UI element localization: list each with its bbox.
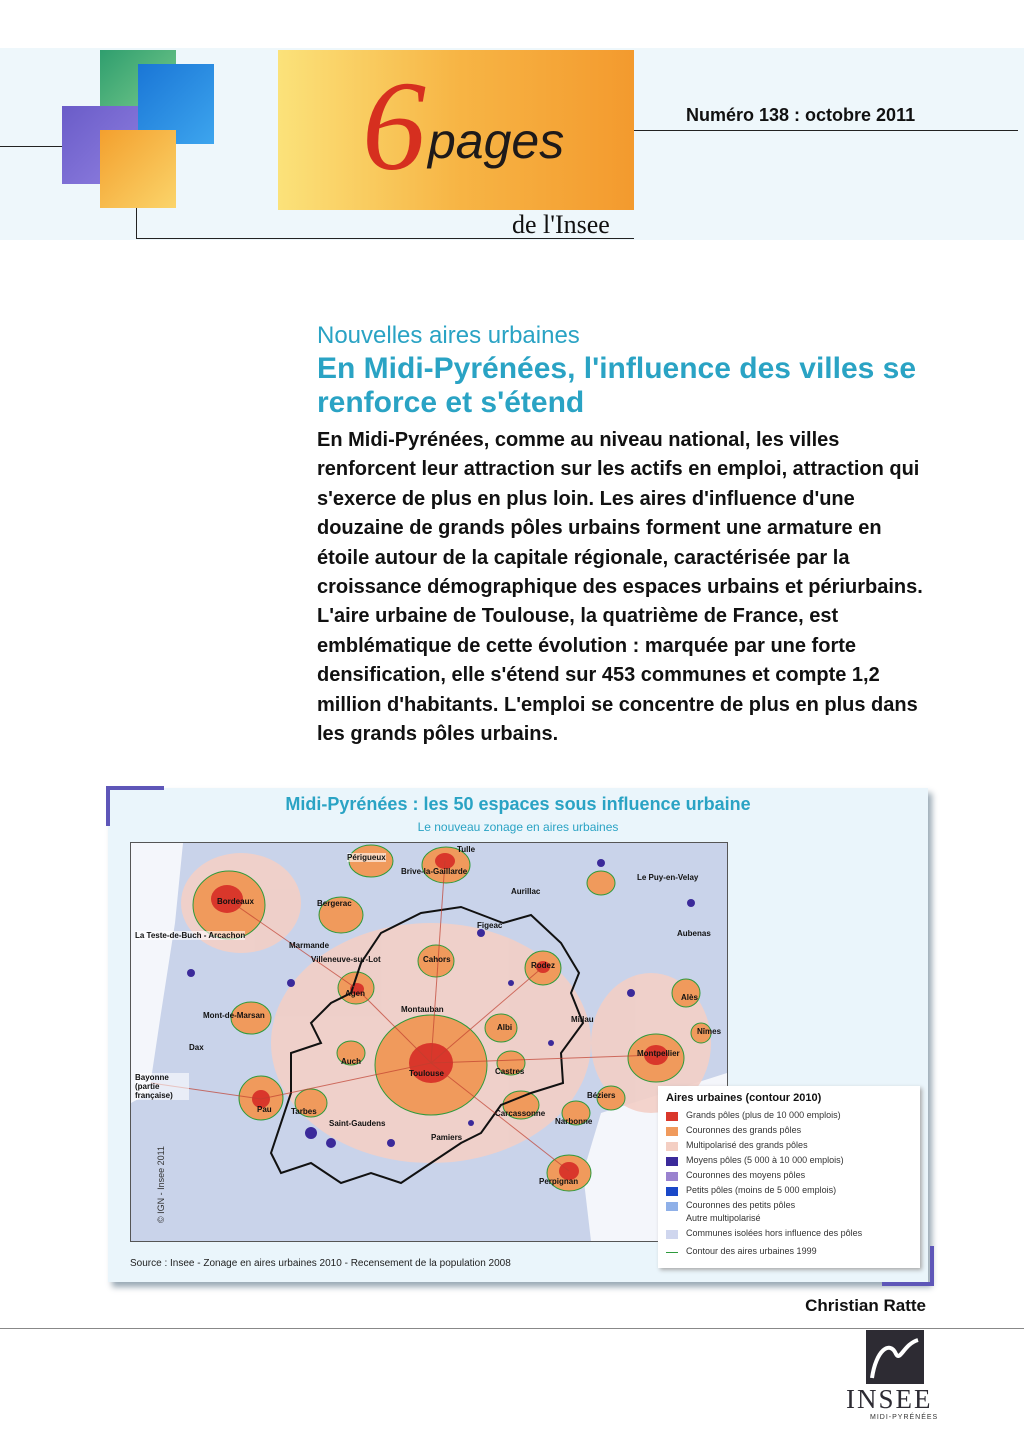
legend-label: Multipolarisé des grands pôles [686, 1140, 808, 1150]
city-label: Toulouse [409, 1069, 444, 1078]
insee-logo-icon [866, 1330, 924, 1384]
header-rule-right [634, 130, 1018, 131]
insee-logo-text: INSEE [846, 1384, 933, 1414]
figure-title: Midi-Pyrénées : les 50 espaces sous influence urbaine [285, 794, 751, 814]
map-figure [108, 788, 928, 1282]
city-label: Tarbes [291, 1107, 317, 1116]
city-label: Pau [257, 1105, 272, 1114]
city-label: Montauban [401, 1005, 444, 1014]
legend-label: Contour des aires urbaines 1999 [686, 1246, 817, 1256]
city-label: Aurillac [511, 887, 541, 896]
city-label: Albi [497, 1023, 513, 1032]
city-label: Auch [341, 1057, 361, 1066]
legend-swatch [666, 1187, 678, 1196]
city-label: Millau [571, 1015, 594, 1024]
legend-swatch [666, 1142, 678, 1151]
city-label: Aubenas [677, 929, 711, 938]
figure-subtitle: Le nouveau zonage en aires urbaines [417, 820, 619, 834]
city-label: Périgueux [347, 853, 386, 862]
figure-corner-mark [930, 1246, 934, 1286]
city-label: Pamiers [431, 1133, 463, 1142]
city-label: Perpignan [539, 1177, 579, 1186]
article-lead: En Midi-Pyrénées, comme au niveau national, les villes renforcent leur attraction sur les actifs en emploi, attraction qui s'exerce de plus en plus loin. Les aires d'influence d'une douzaine de grands pôles urbains forment une armature en étoile autour de la capitale régionale, caractérisée par la croissance démographique des espaces urbains et périurbains. L'aire urbaine de Toulouse, la quatrième de France, est emblématique de cette évolution : marquée par une forte densification, elle s'étend sur 453 communes et compte 1,2 million d'habitants. L'emploi se concentre de plus en plus dans les grands pôles urbains. [317, 429, 923, 746]
city-label: Castres [495, 1067, 525, 1076]
logo-square-orange [100, 130, 176, 208]
legend-label: Couronnes des grands pôles [686, 1125, 802, 1135]
legend-label: Petits pôles (moins de 5 000 emplois) [686, 1185, 837, 1195]
header-rule-vertical [136, 206, 137, 239]
legend-title: Aires urbaines (contour 2010) [666, 1092, 822, 1104]
city-label: Alès [681, 993, 698, 1002]
legend-swatch [666, 1230, 678, 1239]
logo-word: pages [428, 113, 565, 169]
city-label: Marmande [289, 941, 330, 950]
legend-label: Communes isolées hors influence des pôles [686, 1228, 863, 1238]
legend-label: Autre multipolarisé [686, 1213, 761, 1223]
city-label: Le Puy-en-Velay [637, 873, 699, 882]
city-label: Dax [189, 1043, 204, 1052]
footer-rule [0, 1328, 1024, 1329]
city-label: Bergerac [317, 899, 352, 908]
city-label: Béziers [587, 1091, 616, 1100]
insee-logo-region: MIDI-PYRÉNÉES [870, 1414, 939, 1421]
legend-swatch [666, 1112, 678, 1121]
city-label: Nîmes [697, 1027, 722, 1036]
issue-number: Numéro 138 : octobre 2011 [686, 105, 916, 125]
legend-label: Grands pôles (plus de 10 000 emplois) [686, 1110, 841, 1120]
atlantic-sea [131, 843, 183, 1103]
city-label: Carcassonne [495, 1109, 546, 1118]
legend-swatch [666, 1127, 678, 1136]
city-label: La Teste-de-Buch - Arcachon [135, 931, 246, 940]
insee-logo-mark [866, 1330, 924, 1384]
figure-corner-mark [106, 786, 164, 790]
city-label: Montpellier [637, 1049, 680, 1058]
city-label: Tulle [457, 845, 476, 854]
city-label: Mont-de-Marsan [203, 1011, 265, 1020]
city-label: Brive-la-Gaillarde [401, 867, 468, 876]
logo-number: 6 [362, 55, 426, 197]
city-label: Villeneuve-sur-Lot [311, 955, 381, 964]
legend-label: Couronnes des petits pôles [686, 1200, 796, 1210]
figure-source: Source : Insee - Zonage en aires urbaines 2010 - Recensement de la population 2008 [130, 1258, 511, 1269]
article-kicker: Nouvelles aires urbaines [317, 322, 580, 349]
legend-swatch [666, 1252, 678, 1253]
urban-areas-map [130, 842, 728, 1242]
author-name: Christian Ratte [805, 1296, 926, 1315]
city-label: Narbonne [555, 1117, 593, 1126]
city-label: Figeac [477, 921, 503, 930]
city-label: Bayonne (partie française) [135, 1073, 189, 1100]
legend-swatch [666, 1202, 678, 1211]
city-label: Bordeaux [217, 897, 254, 906]
legend-swatch [666, 1157, 678, 1166]
header-rule-left [0, 146, 64, 147]
map-copyright: © IGN - Insee 2011 [156, 1145, 166, 1223]
map-legend [658, 1086, 920, 1268]
article-title: En Midi-Pyrénées, l'influence des villes se renforce et s'étend [317, 352, 917, 419]
legend-label: Moyens pôles (5 000 à 10 000 emplois) [686, 1155, 844, 1165]
city-label: Agen [345, 989, 365, 998]
city-label: Cahors [423, 955, 451, 964]
legend-label: Couronnes des moyens pôles [686, 1170, 806, 1180]
city-label: Rodez [531, 961, 555, 970]
figure-corner-mark [882, 1282, 934, 1286]
city-label: Saint-Gaudens [329, 1119, 386, 1128]
legend-swatch [666, 1172, 678, 1181]
logo-subtitle: de l'Insee [512, 210, 610, 239]
